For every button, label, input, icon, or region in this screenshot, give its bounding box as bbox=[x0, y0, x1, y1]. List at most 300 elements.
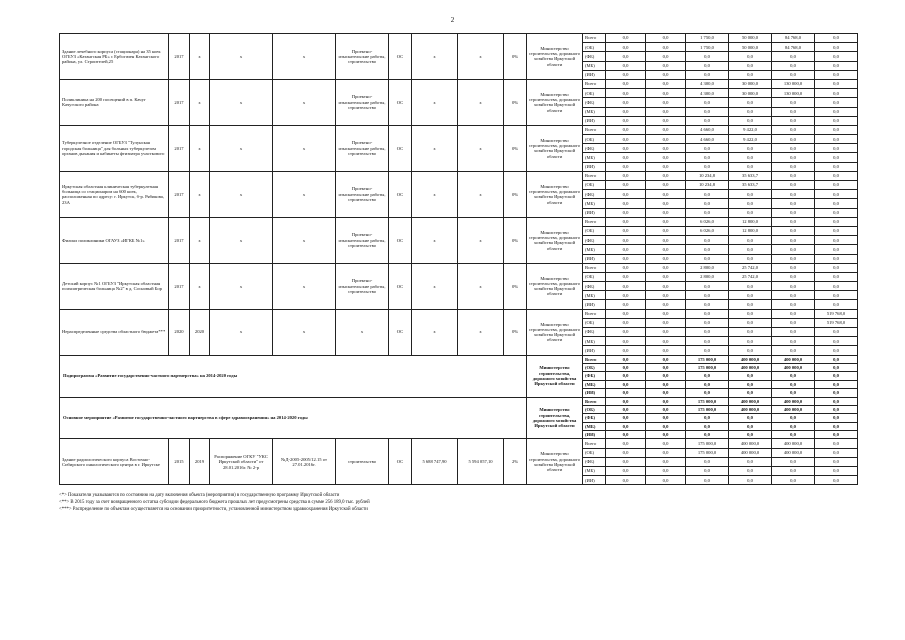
document-cell: х bbox=[210, 309, 273, 355]
amount-cell: 0,0 bbox=[772, 107, 815, 116]
amount-cell: 10 234,8 bbox=[686, 181, 729, 190]
amount-cell: 0,0 bbox=[606, 153, 646, 162]
amount-cell: 130 000,0 bbox=[772, 89, 815, 98]
amount-cell: 0,0 bbox=[729, 380, 772, 388]
amount-cell: 0,0 bbox=[606, 107, 646, 116]
amount-cell: 0,0 bbox=[606, 144, 646, 153]
amount-cell: 25 742,0 bbox=[729, 272, 772, 281]
amount-cell: 0,0 bbox=[772, 282, 815, 291]
funding-source: (ОБ) bbox=[583, 363, 606, 371]
funding-source: (ИИ) bbox=[583, 208, 606, 217]
amount-cell: 519 768,0 bbox=[815, 318, 858, 327]
amount-cell: 0,0 bbox=[772, 328, 815, 337]
work-stage: Проектно-изыскательские работы, строительство bbox=[336, 125, 389, 171]
amount-cell: 0,0 bbox=[686, 309, 729, 318]
customer-cell: Министерство строительства, дорожного хозяйства Иркутской области bbox=[527, 309, 583, 355]
funding-source: Всего bbox=[583, 309, 606, 318]
amount-cell: 0,0 bbox=[646, 337, 686, 346]
amount-cell: 0,0 bbox=[646, 61, 686, 70]
amount-cell: 0,0 bbox=[815, 116, 858, 125]
readiness-percent: 0% bbox=[504, 171, 527, 217]
amount-cell: 0,0 bbox=[815, 457, 858, 466]
amount-cell: 0,0 bbox=[686, 467, 729, 476]
amount-cell: 0,0 bbox=[686, 431, 729, 439]
customer-cell: Министерство строительства, дорожного хозяйства Иркутской области bbox=[527, 125, 583, 171]
readiness-percent: 0% bbox=[504, 79, 527, 125]
year-end: 2020 bbox=[190, 309, 210, 355]
amount-cell: 400 000,0 bbox=[772, 397, 815, 405]
year-start: 2020 bbox=[169, 309, 190, 355]
amount-cell: 175 000,0 bbox=[686, 405, 729, 413]
amount-cell: 0,0 bbox=[815, 135, 858, 144]
amount-cell: 0,0 bbox=[606, 190, 646, 199]
work-stage: Проектно-изыскательские работы, строительство bbox=[336, 79, 389, 125]
funding-source: (ОБ) bbox=[583, 135, 606, 144]
amount-cell: 0,0 bbox=[772, 116, 815, 125]
amount-cell: 0,0 bbox=[646, 380, 686, 388]
amount-cell: 0,0 bbox=[772, 346, 815, 355]
cost-cell: х bbox=[458, 34, 504, 80]
amount-cell: 0,0 bbox=[686, 70, 729, 79]
amount-cell: 0,0 bbox=[729, 414, 772, 422]
document-cell: х bbox=[210, 125, 273, 171]
amount-cell: 0,0 bbox=[606, 439, 646, 448]
amount-cell: 0,0 bbox=[646, 190, 686, 199]
readiness-percent: 0% bbox=[504, 263, 527, 309]
amount-cell: 0,0 bbox=[772, 272, 815, 281]
amount-cell: 0,0 bbox=[606, 272, 646, 281]
amount-cell: 0,0 bbox=[686, 116, 729, 125]
amount-cell: 0,0 bbox=[815, 291, 858, 300]
object-name: Филиал поликлиники ОГАУЗ «ИГКБ №1» bbox=[60, 217, 169, 263]
funding-source: Всего bbox=[583, 263, 606, 272]
amount-cell: 0,0 bbox=[772, 422, 815, 430]
amount-cell: 0,0 bbox=[815, 107, 858, 116]
amount-cell: 0,0 bbox=[729, 144, 772, 153]
amount-cell: 0,0 bbox=[815, 263, 858, 272]
amount-cell: 0,0 bbox=[815, 439, 858, 448]
funding-source: (ИИ) bbox=[583, 389, 606, 397]
amount-cell: 0,0 bbox=[646, 414, 686, 422]
object-type: ОС bbox=[389, 309, 412, 355]
amount-cell: 0,0 bbox=[686, 52, 729, 61]
section-row bbox=[60, 397, 858, 405]
customer-cell: Министерство строительства, дорожного хозяйства Иркутской области bbox=[527, 79, 583, 125]
amount-cell: 0,0 bbox=[646, 245, 686, 254]
customer-cell: Министерство строительства, дорожного хозяйства Иркутской области bbox=[527, 171, 583, 217]
amount-cell: 0,0 bbox=[606, 125, 646, 134]
document-cell: х bbox=[273, 34, 336, 80]
cost-cell: х bbox=[412, 171, 458, 217]
cost-cell: х bbox=[458, 171, 504, 217]
amount-cell: 0,0 bbox=[815, 52, 858, 61]
amount-cell: 0,0 bbox=[772, 135, 815, 144]
funding-source: (ФБ) bbox=[583, 52, 606, 61]
footnote: <***> Распределение по объектам осуществляется на основании приоритетности, установленной министерством здравоохранения Иркутской области bbox=[59, 507, 368, 513]
funding-source: (ФБ) bbox=[583, 282, 606, 291]
amount-cell: 0,0 bbox=[606, 52, 646, 61]
year-end: х bbox=[190, 34, 210, 80]
year-start: 2017 bbox=[169, 263, 190, 309]
amount-cell: 0,0 bbox=[815, 190, 858, 199]
funding-source: (МБ) bbox=[583, 61, 606, 70]
amount-cell: 0,0 bbox=[772, 153, 815, 162]
year-end: х bbox=[190, 263, 210, 309]
document-cell: х bbox=[273, 217, 336, 263]
amount-cell: 0,0 bbox=[815, 405, 858, 413]
amount-cell: 0,0 bbox=[815, 70, 858, 79]
amount-cell: 0,0 bbox=[646, 144, 686, 153]
table-row bbox=[60, 263, 858, 272]
amount-cell: 0,0 bbox=[815, 208, 858, 217]
amount-cell: 25 742,0 bbox=[729, 263, 772, 272]
amount-cell: 0,0 bbox=[729, 61, 772, 70]
amount-cell: 0,0 bbox=[606, 380, 646, 388]
amount-cell: 0,0 bbox=[606, 70, 646, 79]
amount-cell: 0,0 bbox=[772, 309, 815, 318]
amount-cell: 0,0 bbox=[815, 217, 858, 226]
amount-cell: 30 000,0 bbox=[729, 79, 772, 88]
amount-cell: 400 000,0 bbox=[729, 397, 772, 405]
funding-source: (ИИ) bbox=[583, 116, 606, 125]
amount-cell: 0,0 bbox=[646, 318, 686, 327]
funding-source: (МБ) bbox=[583, 422, 606, 430]
amount-cell: 0,0 bbox=[815, 226, 858, 235]
section-row bbox=[60, 355, 858, 363]
amount-cell: 30 000,0 bbox=[729, 89, 772, 98]
amount-cell: 0,0 bbox=[729, 328, 772, 337]
amount-cell: 2 800,0 bbox=[686, 272, 729, 281]
amount-cell: 0,0 bbox=[606, 328, 646, 337]
cost-cell: х bbox=[458, 217, 504, 263]
amount-cell: 0,0 bbox=[686, 372, 729, 380]
amount-cell: 0,0 bbox=[686, 107, 729, 116]
amount-cell: 0,0 bbox=[646, 217, 686, 226]
year-end: х bbox=[190, 171, 210, 217]
readiness-percent: 0% bbox=[504, 34, 527, 80]
amount-cell: 0,0 bbox=[646, 236, 686, 245]
amount-cell: 0,0 bbox=[686, 254, 729, 263]
object-type: ОС bbox=[389, 34, 412, 80]
amount-cell: 12 800,0 bbox=[729, 226, 772, 235]
object-type: ОС bbox=[389, 125, 412, 171]
amount-cell: 0,0 bbox=[815, 380, 858, 388]
amount-cell: 0,0 bbox=[772, 181, 815, 190]
cost-cell: 5 594 057,10 bbox=[458, 439, 504, 485]
amount-cell: 0,0 bbox=[815, 272, 858, 281]
amount-cell: 0,0 bbox=[815, 476, 858, 485]
amount-cell: 0,0 bbox=[815, 171, 858, 180]
amount-cell: 0,0 bbox=[815, 282, 858, 291]
funding-source: (ФБ) bbox=[583, 144, 606, 153]
amount-cell: 400 000,0 bbox=[772, 363, 815, 371]
work-stage: х bbox=[336, 309, 389, 355]
amount-cell: 50 000,0 bbox=[729, 43, 772, 52]
investment-table bbox=[59, 33, 858, 485]
document-cell: х bbox=[210, 171, 273, 217]
amount-cell: 0,0 bbox=[686, 337, 729, 346]
year-start: 2017 bbox=[169, 125, 190, 171]
amount-cell: 0,0 bbox=[606, 61, 646, 70]
funding-source: (ОБ) bbox=[583, 405, 606, 413]
funding-source: (ФБ) bbox=[583, 372, 606, 380]
document-cell: х bbox=[210, 217, 273, 263]
amount-cell: 0,0 bbox=[606, 89, 646, 98]
amount-cell: 0,0 bbox=[606, 199, 646, 208]
year-end: 2019 bbox=[190, 439, 210, 485]
amount-cell: 0,0 bbox=[729, 245, 772, 254]
amount-cell: 9 422,0 bbox=[729, 135, 772, 144]
amount-cell: 0,0 bbox=[606, 254, 646, 263]
amount-cell: 0,0 bbox=[772, 61, 815, 70]
amount-cell: 0,0 bbox=[646, 107, 686, 116]
funding-source: (МБ) bbox=[583, 380, 606, 388]
page-number: 2 bbox=[450, 16, 455, 24]
year-start: 2017 bbox=[169, 171, 190, 217]
amount-cell: 0,0 bbox=[729, 52, 772, 61]
amount-cell: 0,0 bbox=[606, 208, 646, 217]
amount-cell: 0,0 bbox=[772, 125, 815, 134]
amount-cell: 0,0 bbox=[606, 346, 646, 355]
amount-cell: 0,0 bbox=[646, 467, 686, 476]
funding-source: (ФБ) bbox=[583, 190, 606, 199]
amount-cell: 0,0 bbox=[772, 199, 815, 208]
amount-cell: 0,0 bbox=[646, 135, 686, 144]
work-stage: Проектно-изыскательские работы, строительство bbox=[336, 263, 389, 309]
amount-cell: 0,0 bbox=[646, 116, 686, 125]
cost-cell: х bbox=[412, 34, 458, 80]
amount-cell: 400 000,0 bbox=[729, 363, 772, 371]
object-type: ОС bbox=[389, 217, 412, 263]
amount-cell: 175 000,0 bbox=[686, 355, 729, 363]
amount-cell: 0,0 bbox=[606, 171, 646, 180]
cost-cell: х bbox=[412, 125, 458, 171]
amount-cell: 0,0 bbox=[729, 337, 772, 346]
amount-cell: 0,0 bbox=[646, 125, 686, 134]
amount-cell: 0,0 bbox=[646, 79, 686, 88]
amount-cell: 0,0 bbox=[772, 162, 815, 171]
amount-cell: 0,0 bbox=[815, 467, 858, 476]
amount-cell: 0,0 bbox=[646, 457, 686, 466]
amount-cell: 0,0 bbox=[772, 300, 815, 309]
year-end: х bbox=[190, 79, 210, 125]
amount-cell: 0,0 bbox=[606, 162, 646, 171]
amount-cell: 0,0 bbox=[646, 98, 686, 107]
funding-source: Всего bbox=[583, 439, 606, 448]
readiness-percent: 0% bbox=[504, 125, 527, 171]
readiness-percent: 2% bbox=[504, 439, 527, 485]
funding-source: Всего bbox=[583, 355, 606, 363]
section-title: Подпрограмма «Развитие государственно-частного партнерства» на 2014-2020 годы bbox=[60, 355, 527, 397]
amount-cell: 0,0 bbox=[772, 431, 815, 439]
amount-cell: 0,0 bbox=[646, 372, 686, 380]
amount-cell: 0,0 bbox=[686, 291, 729, 300]
amount-cell: 0,0 bbox=[646, 476, 686, 485]
amount-cell: 0,0 bbox=[606, 236, 646, 245]
funding-source: (ОБ) bbox=[583, 181, 606, 190]
amount-cell: 0,0 bbox=[772, 414, 815, 422]
amount-cell: 0,0 bbox=[606, 476, 646, 485]
amount-cell: 0,0 bbox=[606, 431, 646, 439]
amount-cell: 35 633,7 bbox=[729, 181, 772, 190]
amount-cell: 0,0 bbox=[606, 34, 646, 43]
amount-cell: 0,0 bbox=[686, 153, 729, 162]
object-name: Поликлиника на 200 посещений в п. Качуг Качугского района bbox=[60, 79, 169, 125]
amount-cell: 0,0 bbox=[686, 236, 729, 245]
funding-source: (ИИ) bbox=[583, 476, 606, 485]
amount-cell: 0,0 bbox=[729, 431, 772, 439]
amount-cell: 0,0 bbox=[686, 346, 729, 355]
amount-cell: 0,0 bbox=[686, 144, 729, 153]
amount-cell: 0,0 bbox=[815, 337, 858, 346]
amount-cell: 400 000,0 bbox=[772, 448, 815, 457]
table-row bbox=[60, 79, 858, 88]
amount-cell: 0,0 bbox=[729, 372, 772, 380]
amount-cell: 0,0 bbox=[646, 263, 686, 272]
funding-source: (ИИ) bbox=[583, 431, 606, 439]
amount-cell: 4 300,0 bbox=[686, 89, 729, 98]
amount-cell: 0,0 bbox=[729, 236, 772, 245]
amount-cell: 0,0 bbox=[646, 70, 686, 79]
amount-cell: 0,0 bbox=[646, 397, 686, 405]
amount-cell: 0,0 bbox=[815, 372, 858, 380]
amount-cell: 175 000,0 bbox=[686, 439, 729, 448]
amount-cell: 0,0 bbox=[772, 467, 815, 476]
amount-cell: 1 750,0 bbox=[686, 43, 729, 52]
amount-cell: 0,0 bbox=[729, 199, 772, 208]
object-name: Иркутская областная клиническая туберкулезная больница со стационаром на 600 коек, расположенная по адресу: г. Иркутск, б-р. Рябикова, 23А bbox=[60, 171, 169, 217]
amount-cell: 0,0 bbox=[646, 405, 686, 413]
amount-cell: 0,0 bbox=[815, 254, 858, 263]
year-end: х bbox=[190, 217, 210, 263]
funding-source: (ИИ) bbox=[583, 162, 606, 171]
readiness-percent: 0% bbox=[504, 217, 527, 263]
funding-source: (ИИ) bbox=[583, 300, 606, 309]
amount-cell: 0,0 bbox=[815, 89, 858, 98]
amount-cell: 0,0 bbox=[729, 70, 772, 79]
amount-cell: 0,0 bbox=[815, 328, 858, 337]
object-name: Здание лечебного корпуса (стационара) на 35 коек ОГБУЗ «Катангская РБ» с Ербогачен Катангского района, ул. Строителей,25 bbox=[60, 34, 169, 80]
amount-cell: 400 000,0 bbox=[729, 439, 772, 448]
amount-cell: 0,0 bbox=[686, 282, 729, 291]
amount-cell: 0,0 bbox=[646, 43, 686, 52]
amount-cell: 0,0 bbox=[606, 291, 646, 300]
table-row bbox=[60, 171, 858, 180]
funding-source: Всего bbox=[583, 171, 606, 180]
amount-cell: 0,0 bbox=[815, 79, 858, 88]
document-cell: х bbox=[273, 125, 336, 171]
document-cell: х bbox=[273, 171, 336, 217]
amount-cell: 0,0 bbox=[686, 300, 729, 309]
table-row bbox=[60, 34, 858, 43]
amount-cell: 400 000,0 bbox=[729, 405, 772, 413]
amount-cell: 0,0 bbox=[606, 116, 646, 125]
funding-source: (МБ) bbox=[583, 153, 606, 162]
work-stage: Проектно-изыскательские работы, строительство bbox=[336, 34, 389, 80]
readiness-percent: 0% bbox=[504, 309, 527, 355]
document-cell: Распоряжение ОГКУ "УКС Иркутской области" от 28.01.2016г. № 2-р bbox=[210, 439, 273, 485]
funding-source: (МБ) bbox=[583, 337, 606, 346]
funding-source: (ОБ) bbox=[583, 448, 606, 457]
amount-cell: 6 026,0 bbox=[686, 226, 729, 235]
amount-cell: 0,0 bbox=[815, 144, 858, 153]
amount-cell: 0,0 bbox=[815, 236, 858, 245]
amount-cell: 0,0 bbox=[606, 363, 646, 371]
amount-cell: 0,0 bbox=[646, 226, 686, 235]
cost-cell: х bbox=[458, 309, 504, 355]
amount-cell: 0,0 bbox=[772, 318, 815, 327]
amount-cell: 0,0 bbox=[606, 397, 646, 405]
object-type: ОС bbox=[389, 439, 412, 485]
amount-cell: 0,0 bbox=[815, 162, 858, 171]
table-row bbox=[60, 217, 858, 226]
amount-cell: 0,0 bbox=[815, 300, 858, 309]
amount-cell: 0,0 bbox=[815, 414, 858, 422]
object-name: Туберкулезное отделение ОГБУЗ "Тулунская городская больница" для больных туберкулезом органов дыхания и кабинеты фтизиатра участкового bbox=[60, 125, 169, 171]
amount-cell: 0,0 bbox=[772, 254, 815, 263]
amount-cell: 0,0 bbox=[815, 61, 858, 70]
amount-cell: 0,0 bbox=[729, 467, 772, 476]
amount-cell: 1 750,0 bbox=[686, 34, 729, 43]
work-stage: строительство bbox=[336, 439, 389, 485]
amount-cell: 0,0 bbox=[646, 439, 686, 448]
amount-cell: 0,0 bbox=[606, 245, 646, 254]
customer-cell: Министерство строительства, дорожного хозяйства Иркутской области bbox=[527, 263, 583, 309]
amount-cell: 0,0 bbox=[729, 282, 772, 291]
object-name: Детский корпус №1 ОГБУЗ "Иркутская областная психиатрическая больница №2" в д. Сосновый Бор bbox=[60, 263, 169, 309]
amount-cell: 0,0 bbox=[729, 346, 772, 355]
amount-cell: 84 768,0 bbox=[772, 43, 815, 52]
amount-cell: 0,0 bbox=[686, 389, 729, 397]
amount-cell: 0,0 bbox=[772, 217, 815, 226]
amount-cell: 10 234,8 bbox=[686, 171, 729, 180]
amount-cell: 0,0 bbox=[686, 98, 729, 107]
amount-cell: 0,0 bbox=[646, 291, 686, 300]
amount-cell: 400 000,0 bbox=[772, 355, 815, 363]
funding-source: (ИИ) bbox=[583, 70, 606, 79]
amount-cell: 519 768,0 bbox=[815, 309, 858, 318]
object-type: ОС bbox=[389, 171, 412, 217]
amount-cell: 0,0 bbox=[772, 389, 815, 397]
amount-cell: 175 000,0 bbox=[686, 363, 729, 371]
footnote: <*> Показатели указываются по состоянию на дату включения объекта (мероприятия) в государственную программу Иркутской области bbox=[59, 493, 340, 498]
amount-cell: 0,0 bbox=[646, 181, 686, 190]
amount-cell: 0,0 bbox=[729, 318, 772, 327]
document-cell: №Д-2005-2005/12.15 от 27.01.2016г. bbox=[273, 439, 336, 485]
amount-cell: 0,0 bbox=[646, 89, 686, 98]
amount-cell: 0,0 bbox=[772, 372, 815, 380]
amount-cell: 0,0 bbox=[815, 355, 858, 363]
amount-cell: 0,0 bbox=[646, 153, 686, 162]
amount-cell: 0,0 bbox=[646, 171, 686, 180]
amount-cell: 6 026,0 bbox=[686, 217, 729, 226]
year-end: х bbox=[190, 125, 210, 171]
amount-cell: 0,0 bbox=[646, 208, 686, 217]
amount-cell: 0,0 bbox=[646, 34, 686, 43]
amount-cell: 0,0 bbox=[646, 199, 686, 208]
amount-cell: 4 660,0 bbox=[686, 135, 729, 144]
amount-cell: 0,0 bbox=[606, 309, 646, 318]
funding-source: (ОБ) bbox=[583, 318, 606, 327]
amount-cell: 0,0 bbox=[686, 61, 729, 70]
funding-source: (ФБ) bbox=[583, 457, 606, 466]
amount-cell: 0,0 bbox=[772, 291, 815, 300]
amount-cell: 4 300,0 bbox=[686, 79, 729, 88]
amount-cell: 0,0 bbox=[772, 171, 815, 180]
amount-cell: 0,0 bbox=[606, 282, 646, 291]
amount-cell: 0,0 bbox=[606, 372, 646, 380]
amount-cell: 0,0 bbox=[606, 355, 646, 363]
